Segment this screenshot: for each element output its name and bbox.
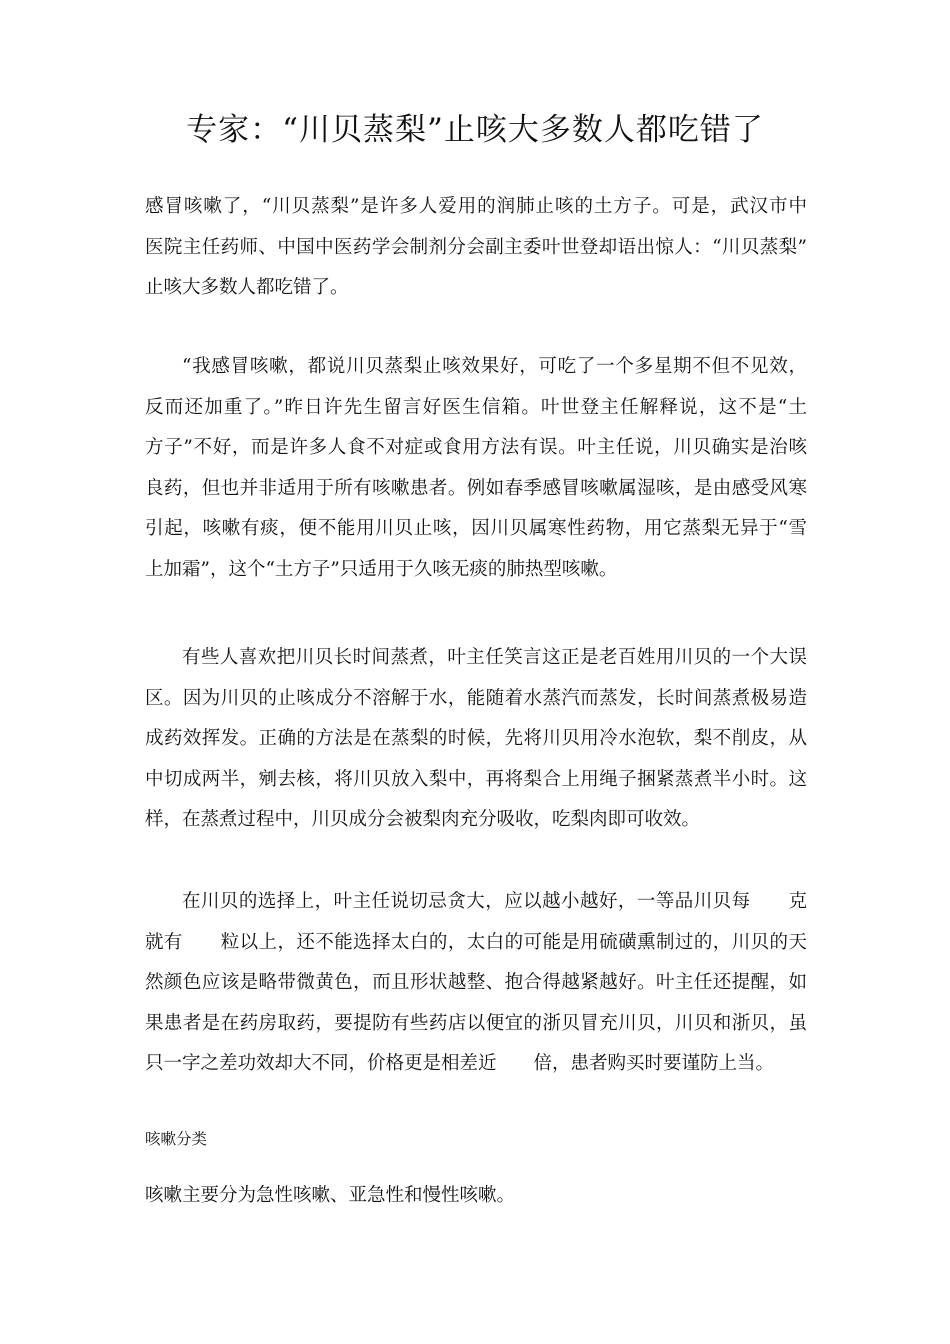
paragraph-line: 在川贝的选择上，叶主任说切忌贪大，应以越小越好，一等品川贝每 克 [182, 891, 807, 912]
paragraph-line: 成药效挥发。正确的方法是在蒸梨的时候，先将川贝用冷水泡软，梨不削皮，从 [145, 728, 807, 749]
section-heading: 咳嗽分类 [145, 1130, 208, 1148]
paragraph-line: 然颜色应该是略带微黄色，而且形状越整、抱合得越紧越好。叶主任还提醒，如 [145, 972, 807, 993]
paragraph-line: 良药，但也并非适用于所有咳嗽患者。例如春季感冒咳嗽属湿咳，是由感受风寒 [145, 477, 807, 499]
paragraph-selection-advice [145, 882, 807, 1085]
paragraph-intro [145, 187, 807, 309]
paragraph-steaming-method [145, 638, 807, 841]
paragraph-line: 样，在蒸煮过程中，川贝成分会被梨肉充分吸收，吃梨肉即可收效。 [145, 809, 701, 830]
document-title: 专家：“川贝蒸梨”止咳大多数人都吃错了 [186, 112, 764, 148]
paragraph-line: 就有 粒以上，还不能选择太白的，太白的可能是用硫磺熏制过的，川贝的天 [145, 931, 807, 953]
paragraph-line: 医院主任药师、中国中医药学会制剂分会副主委叶世登却语出惊人：“川贝蒸梨” [145, 236, 807, 258]
paragraph-line: 咳嗽主要分为急性咳嗽、亚急性和慢性咳嗽。 [145, 1185, 516, 1206]
paragraph-cough-types [145, 1176, 807, 1217]
paragraph-line: 上加霜”，这个“土方子”只适用于久咳无痰的肺热型咳嗽。 [145, 558, 618, 580]
paragraph-line: 感冒咳嗽了，“川贝蒸梨”是许多人爱用的润肺止咳的土方子。可是，武汉市中 [145, 196, 807, 217]
paragraph-line: 中切成两半，剜去核，将川贝放入梨中，再将梨合上用绳子捆紧蒸煮半小时。这 [145, 768, 807, 790]
paragraph-line: 有些人喜欢把川贝长时间蒸煮，叶主任笑言这正是老百姓用川贝的一个大误 [182, 647, 807, 668]
paragraph-line: “我感冒咳嗽，都说川贝蒸梨止咳效果好，可吃了一个多星期不但不见效， [182, 356, 807, 377]
paragraph-line: 反而还加重了。”昨日许先生留言好医生信箱。叶世登主任解释说，这不是“土 [145, 396, 807, 418]
paragraph-line: 方子”不好，而是许多人食不对症或食用方法有误。叶主任说，川贝确实是治咳 [145, 437, 807, 458]
paragraph-patient-case [145, 347, 807, 590]
paragraph-line: 只一字之差功效却大不同，价格更是相差近 倍，患者购买时要谨防上当。 [145, 1053, 775, 1074]
paragraph-line: 区。因为川贝的止咳成分不溶解于水，能随着水蒸汽而蒸发，长时间蒸煮极易造 [145, 687, 807, 709]
paragraph-line: 引起，咳嗽有痰，便不能用川贝止咳，因川贝属寒性药物，用它蒸梨无异于“雪 [145, 518, 807, 539]
paragraph-line: 果患者是在药房取药，要提防有些药店以便宜的浙贝冒充川贝，川贝和浙贝，虽 [145, 1012, 807, 1034]
paragraph-line: 止咳大多数人都吃错了。 [145, 277, 349, 298]
